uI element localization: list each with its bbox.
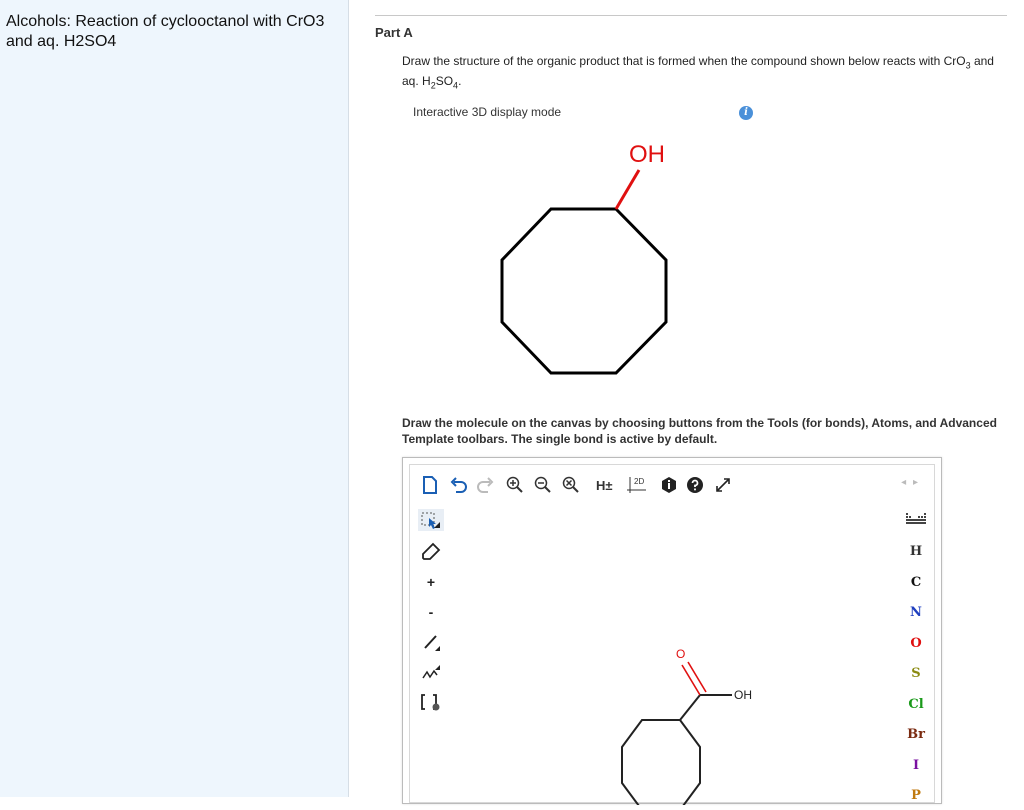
drawing-canvas[interactable] (450, 505, 898, 802)
zoom-in-icon[interactable] (506, 475, 524, 495)
zoom-reset-icon[interactable] (562, 475, 580, 495)
single-bond-icon[interactable] (418, 631, 444, 653)
display-mode-link[interactable]: Interactive 3D display mode (413, 105, 562, 119)
atom-n-button[interactable]: N (910, 605, 922, 620)
canvas-c-c-bond (680, 695, 700, 720)
clean-2d-label: 2D (634, 477, 645, 486)
atom-h-button[interactable]: H (909, 544, 923, 559)
decrease-charge-button[interactable]: - (428, 604, 434, 620)
canvas-ring (622, 720, 700, 805)
editor-frame (409, 464, 935, 803)
canvas-o-label: O (676, 647, 686, 661)
canvas-oh-label: OH (734, 688, 752, 702)
part-title[interactable]: Part A (375, 25, 413, 40)
reactant-structure (489, 130, 689, 380)
oh-label: OH (629, 141, 665, 168)
help-icon[interactable] (686, 475, 704, 495)
redo-icon[interactable] (476, 475, 494, 495)
molecule-editor (402, 457, 942, 804)
atom-br-button[interactable]: Br (907, 727, 925, 742)
main-content (349, 0, 1024, 803)
undo-icon[interactable] (450, 475, 468, 495)
explicit-hydrogens-button[interactable]: H± (596, 477, 613, 493)
atom-cl-button[interactable]: Cl (908, 696, 924, 712)
canvas-co-bond-1 (682, 665, 700, 695)
template-brackets-icon[interactable] (418, 691, 444, 713)
left-toolbar (410, 505, 450, 802)
editor-instructions: Draw the molecule on the canvas by choosing buttons from the Tools (for bonds), Atoms, and Advanced Template toolbars. The single bond is active by default. (402, 416, 997, 446)
left-panel (0, 0, 349, 797)
selection-tool-icon[interactable] (418, 509, 444, 531)
atom-p-button[interactable]: P (911, 788, 921, 803)
about-info-icon[interactable] (660, 475, 678, 495)
canvas-co-bond-2 (688, 662, 706, 692)
nav-arrows[interactable]: ◂ ▸ (901, 477, 920, 488)
zoom-out-icon[interactable] (534, 475, 552, 495)
divider (375, 15, 1007, 16)
atoms-toolbar (898, 465, 934, 802)
top-toolbar (410, 465, 934, 505)
chain-tool-icon[interactable] (418, 661, 444, 683)
cyclooctane-ring (502, 209, 666, 373)
question-text: Draw the structure of the organic product that is formed when the compound shown below reacts with CrO$_3$ and aq. $H_2SO_4$. (402, 54, 994, 91)
increase-charge-button[interactable]: + (426, 574, 436, 590)
clean-2d-icon[interactable] (626, 475, 648, 495)
new-document-icon[interactable] (422, 475, 438, 495)
atom-o-button[interactable]: O (910, 635, 922, 651)
periodic-table-icon[interactable] (902, 511, 930, 533)
c-o-bond (616, 170, 639, 209)
atom-c-button[interactable]: C (910, 574, 922, 590)
eraser-icon[interactable] (418, 541, 444, 563)
atom-s-button[interactable]: S (911, 666, 921, 681)
info-icon[interactable]: i (739, 106, 753, 120)
atom-i-button[interactable]: I (912, 757, 920, 773)
fullscreen-icon[interactable] (714, 475, 732, 495)
assignment-title: Alcohols: Reaction of cyclooctanol with CrO3 and aq. H2SO4 (6, 13, 325, 50)
canvas-structure (450, 505, 870, 805)
